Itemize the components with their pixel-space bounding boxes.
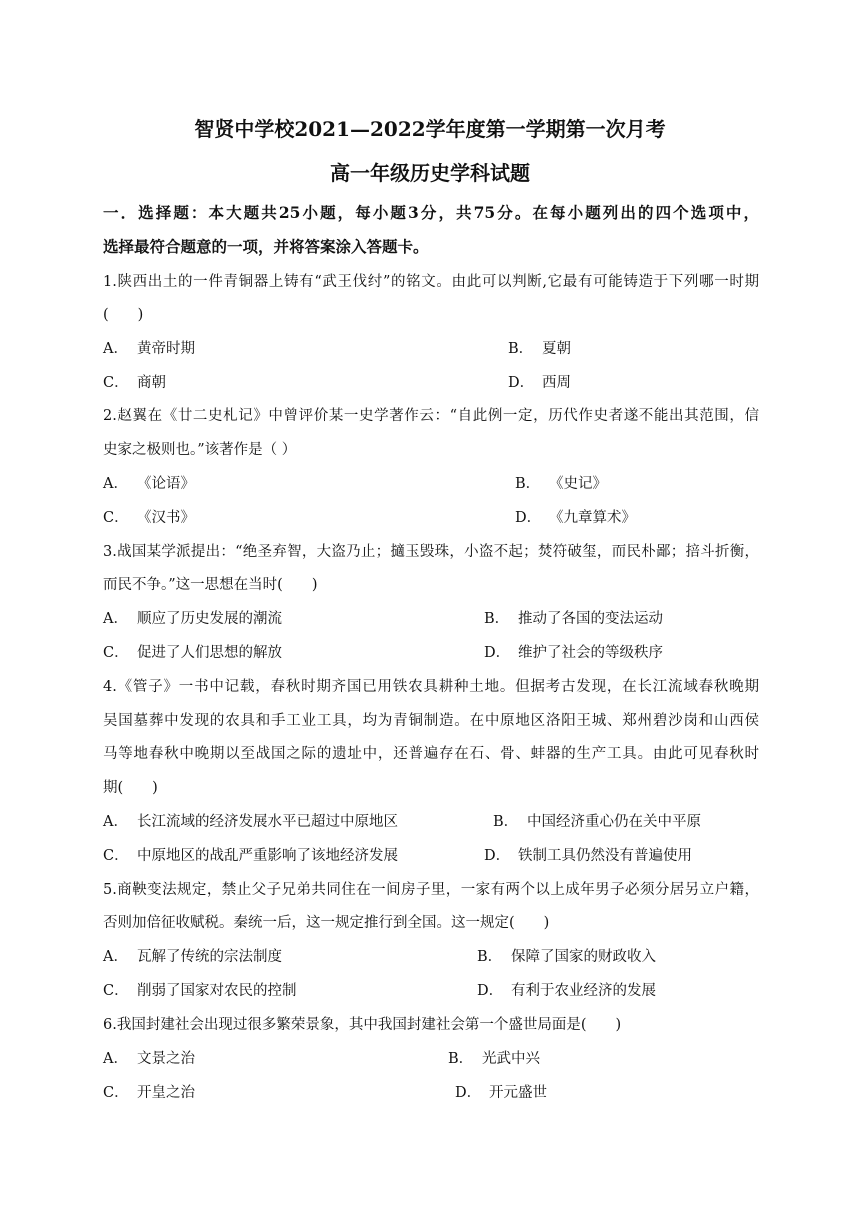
question-5-option-d: D． 有利于农业经济的发展 bbox=[477, 983, 656, 999]
question-5-text-line-1: 5.商鞅变法规定，禁止父子兄弟共同住在一间房子里，一家有两个以上成年男子必须分居另立户籍， bbox=[103, 882, 759, 898]
question-4-text-line-3: 马等地春秋中晚期以至战国之际的遗址中，还普遍存在石、骨、蚌器的生产工具。由此可见春秋时 bbox=[103, 746, 759, 762]
question-2-text-line-1: 2.赵翼在《廿二史札记》中曾评价某一史学著作云：“自此例一定，历代作史者遂不能出其范围，信 bbox=[103, 408, 759, 424]
question-6-option-a: A． 文景之治 bbox=[103, 1051, 195, 1067]
exam-subtitle: 高一年级历史学科试题 bbox=[330, 161, 530, 185]
question-5-option-c: C． 削弱了国家对农民的控制 bbox=[103, 983, 297, 999]
question-2-option-b: B． 《史记》 bbox=[515, 476, 607, 492]
question-6-option-b: B． 光武中兴 bbox=[448, 1051, 540, 1067]
question-3-option-a: A． 顺应了历史发展的潮流 bbox=[103, 611, 282, 627]
section-instructions-line-1: 一．选择题：本大题共25小题，每小题3分，共75分。在每小题列出的四个选项中， bbox=[103, 203, 759, 222]
question-1-option-c: C． 商朝 bbox=[103, 375, 166, 391]
question-4-text-line-2: 吴国墓葬中发现的农具和手工业工具，均为青铜制造。在中原地区洛阳王城、郑州碧沙岗和山西侯 bbox=[103, 713, 759, 729]
question-6-option-c: C． 开皇之治 bbox=[103, 1085, 195, 1101]
question-6-text-line-1: 6.我国封建社会出现过很多繁荣景象，其中我国封建社会第一个盛世局面是( ) bbox=[103, 1017, 622, 1033]
question-5-option-a: A． 瓦解了传统的宗法制度 bbox=[103, 949, 282, 965]
question-4-option-d: D． 铁制工具仍然没有普遍使用 bbox=[484, 848, 692, 864]
question-4-option-b: B． 中国经济重心仍在关中平原 bbox=[493, 814, 701, 830]
question-4-text-line-4: 期( ) bbox=[103, 780, 158, 796]
question-1-text-line-1: 1.陕西出土的一件青铜器上铸有“武王伐纣”的铭文。由此可以判断,它最有可能铸造于下列哪一时期 bbox=[103, 274, 759, 290]
exam-title: 智贤中学校2021—2022学年度第一学期第一次月考 bbox=[194, 117, 666, 141]
question-5-text-line-2: 否则加倍征收赋税。秦统一后，这一规定推行到全国。这一规定( ) bbox=[103, 915, 550, 931]
section-instructions-line-2: 选择最符合题意的一项，并将答案涂入答题卡。 bbox=[103, 237, 429, 256]
question-3-text-line-2: 而民不争。”这一思想在当时( ) bbox=[103, 577, 318, 593]
question-1-option-d: D． 西周 bbox=[508, 375, 571, 391]
question-1-option-a: A． 黄帝时期 bbox=[103, 341, 195, 357]
question-3-option-c: C． 促进了人们思想的解放 bbox=[103, 645, 282, 661]
question-6-option-d: D． 开元盛世 bbox=[455, 1085, 547, 1101]
question-1-option-b: B． 夏朝 bbox=[508, 341, 571, 357]
question-1-text-line-2: ( ) bbox=[103, 307, 144, 323]
question-3-option-b: B． 推动了各国的变法运动 bbox=[484, 611, 663, 627]
question-5-option-b: B． 保障了国家的财政收入 bbox=[477, 949, 656, 965]
question-3-text-line-1: 3.战国某学派提出：“绝圣弃智，大盗乃止；擿玉毁珠，小盗不起；焚符破玺，而民朴鄙；掊斗折衡， bbox=[103, 544, 759, 560]
question-4-text-line-1: 4.《管子》一书中记载，春秋时期齐国已用铁农具耕种土地。但据考古发现，在长江流域春秋晚期 bbox=[103, 679, 759, 695]
question-4-option-a: A． 长江流域的经济发展水平已超过中原地区 bbox=[103, 814, 398, 830]
question-3-option-d: D． 维护了社会的等级秩序 bbox=[484, 645, 663, 661]
question-2-text-line-2: 史家之极则也。”该著作是（ ） bbox=[103, 442, 297, 458]
question-2-option-c: C． 《汉书》 bbox=[103, 510, 195, 526]
question-4-option-c: C． 中原地区的战乱严重影响了该地经济发展 bbox=[103, 848, 398, 864]
question-2-option-d: D． 《九章算术》 bbox=[515, 510, 636, 526]
question-2-option-a: A． 《论语》 bbox=[103, 476, 195, 492]
